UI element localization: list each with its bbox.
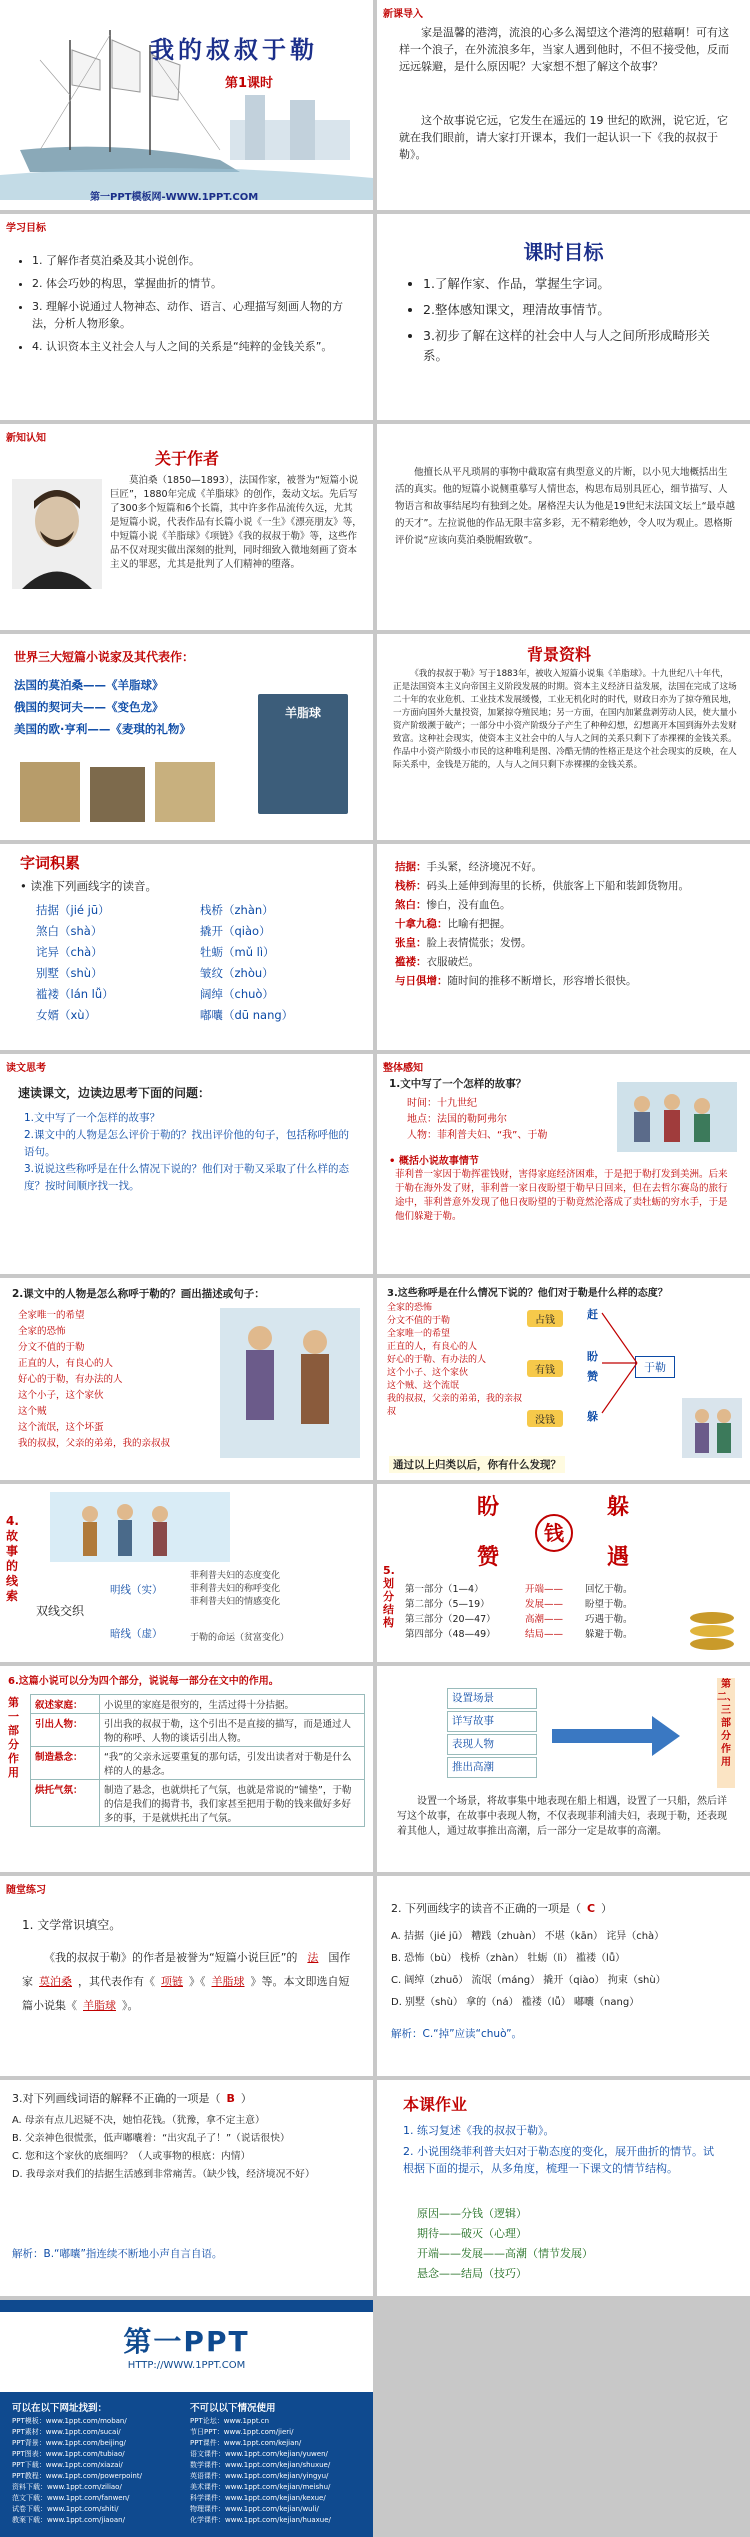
lesson-goal-item: • 2.整体感知课文，理清故事情节。 bbox=[423, 300, 733, 320]
part-one-side-label: 第一部分作用 bbox=[8, 1696, 19, 1779]
attitude-name: 全家唯一的希望 bbox=[387, 1329, 451, 1339]
footer-link[interactable]: PPT教程：www.1ppt.com/powerpoint/ bbox=[12, 2472, 142, 2480]
lesson-goal-item: • 1.了解作家、作品，掌握生字词。 bbox=[423, 274, 733, 294]
attitude-names bbox=[387, 1302, 527, 1419]
structure-part: 第二部分（5—19） 发展—— 盼望于勒。 bbox=[405, 1599, 633, 1610]
meaning-item: 张皇：脸上表情慌张；发愣。 bbox=[395, 937, 532, 949]
structure-word: 遇 bbox=[607, 1545, 630, 1570]
names-question: 2.课文中的人物是怎么称呼于勒的？画出描述或句子： bbox=[12, 1288, 265, 1300]
meaning-item: 十拿九稳：比喻有把握。 bbox=[395, 918, 511, 930]
footer-link[interactable]: PPT背景：www.1ppt.com/beijing/ bbox=[12, 2439, 126, 2447]
footer-link[interactable]: 语文课件：www.1ppt.com/kejian/yuwen/ bbox=[190, 2450, 328, 2458]
homework-heading: 本课作业 bbox=[403, 2095, 468, 2114]
clues-side-label: 4.故事的线索 bbox=[6, 1514, 19, 1603]
goals-list bbox=[16, 252, 362, 361]
footer-link[interactable]: 试卷下载：www.1ppt.com/shiti/ bbox=[12, 2505, 119, 2513]
meaning-item: 栈桥：码头上延伸到海里的长桥，供旅客上下船和装卸货物用。 bbox=[395, 880, 689, 892]
table-row: 叙述家庭： 小说里的家庭是很穷的，生活过得十分拮据。 bbox=[31, 1695, 365, 1714]
slide-part-two-three-role[interactable] bbox=[377, 1666, 750, 1872]
homework-item: 2. 小说围绕菲利普夫妇对于勒态度的变化，展开曲折的情节。试根据下面的提示，从多角度，梳理一下课文的情节结构。 bbox=[403, 2145, 714, 2175]
footer-right-title: 不可以以下情况使用 bbox=[190, 2403, 276, 2414]
practice-explanation: 解析：C.“掉”应读“chuò”。 bbox=[391, 2028, 523, 2040]
name-item: 全家唯一的希望 bbox=[18, 1310, 85, 1321]
names-list bbox=[18, 1308, 178, 1452]
footer-link[interactable]: PPT课件：www.1ppt.com/kejian/ bbox=[190, 2439, 302, 2447]
discovery-prompt: 通过以上归类以后，你有什么发现？ bbox=[389, 1456, 565, 1473]
homework-item: 1. 练习复述《我的叔叔于勒》。 bbox=[403, 2124, 555, 2137]
vocab-item: 撬开（qiào） bbox=[200, 924, 271, 938]
characters-illustration bbox=[220, 1308, 360, 1458]
dual-lines-label: 双线交织 bbox=[36, 1604, 85, 1618]
option-item: A. 拮据（jié jū） 糟践（zhuàn） 不堪（kān） 诧异（chà） bbox=[391, 1931, 665, 1942]
attitude-word: 赞 bbox=[587, 1370, 598, 1383]
master-item: 法国的莫泊桑——《羊脂球》 bbox=[14, 678, 164, 692]
slide-tag: 新知认知 bbox=[6, 433, 46, 444]
slide-tag: 新课导入 bbox=[383, 9, 423, 20]
condition-badge: 没钱 bbox=[527, 1410, 563, 1427]
slide-practice-1[interactable] bbox=[0, 1876, 373, 2076]
story-setting bbox=[407, 1096, 547, 1144]
family-walk-illustration bbox=[50, 1492, 230, 1562]
structure-word: 盼 bbox=[477, 1495, 500, 1520]
part-two-item: 表现人物 bbox=[447, 1734, 537, 1755]
bright-line-item: 菲利普夫妇的称呼变化 bbox=[190, 1584, 281, 1594]
footer-left-title: 可以在以下网址找到： bbox=[12, 2403, 108, 2414]
slide-footer-brand[interactable] bbox=[0, 2300, 373, 2537]
footer-link[interactable]: 物理课件：www.1ppt.com/kejian/wuli/ bbox=[190, 2505, 319, 2513]
answer-blank: 法 bbox=[307, 1951, 319, 1964]
practice-fill-text: 《我的叔叔于勒》的作者是被誉为“短篇小说巨匠”的 法 国作家 莫泊桑 ，其代表作有《 项链 》《 羊脂球 》等。本文即选自短篇小说集《 羊脂球 》。 bbox=[22, 1951, 351, 2012]
bright-line-label: 明线（实） bbox=[110, 1584, 163, 1596]
structure-part: 第一部分（1—4） 开端—— 回忆于勒。 bbox=[405, 1584, 633, 1595]
center-box: 于勒 bbox=[635, 1356, 675, 1378]
slide-reading-questions[interactable] bbox=[0, 1054, 373, 1274]
part-two-side-label: 第二、三部分作用 bbox=[717, 1678, 735, 1788]
goal-item: • 3. 理解小说通过人物神态、动作、语言、心理描写刻画人物的方法，分析人物形象。 bbox=[32, 298, 362, 332]
reading-question: 2.课文中的人物是怎么评价于勒的？找出评价他的句子，包括称呼他的语句。 bbox=[24, 1129, 350, 1158]
part-two-text: 设置一个场景，将故事集中地表现在船上相遇，设置了一只船，然后详写这个故事，在故事中表现人物，不仅表现菲利浦夫妇，表现于勒，还表现着其他人，通过故事推出高潮，后一部分一定是故事的高潮。 bbox=[397, 1796, 727, 1837]
people-illustration bbox=[682, 1398, 742, 1458]
part-one-table bbox=[30, 1694, 365, 1827]
practice-question: 1. 文学常识填空。 bbox=[22, 1918, 122, 1932]
attitude-name: 我的叔叔，父亲的弟弟，我的亲叔叔 bbox=[387, 1394, 523, 1417]
answer-blank: 羊脂球 bbox=[83, 1999, 116, 2012]
practice-options bbox=[391, 1926, 741, 2014]
footer-link[interactable]: 化学课件：www.1ppt.com/kejian/huaxue/ bbox=[190, 2516, 331, 2524]
table-row: 烘托气氛： 制造了悬念，也就烘托了气氛，也就是常说的“铺垫”，于勒的信是我们的揭背书，我们家甚至把用于勒的钱来做好多好多的事，于是就烘托出了气氛。 bbox=[31, 1780, 365, 1827]
lesson-goal-item: • 3.初步了解在这样的社会中人与人之间所形成畸形关系。 bbox=[423, 326, 733, 366]
author-heading: 关于作者 bbox=[155, 449, 220, 468]
author-style-text: 他擅长从平凡琐屑的事物中截取富有典型意义的片断，以小见大地概括出生活的真实。他的短篇小说侧重摹写人情世态，构思布局别具匠心，细节描写、人物语言和故事结尾均有独到之处。屠格涅夫认为他是19世纪末法国文坛上“最卓越的天才”。左拉说他的作品无限丰富多彩，无不精彩绝妙，令人叹为观止。恩格斯评价说“应该向莫泊桑脱帽致敬”。 bbox=[395, 467, 736, 546]
attitude-word: 躲 bbox=[587, 1410, 598, 1423]
bright-line-list bbox=[190, 1570, 280, 1609]
intro-paragraph-1: 家是温馨的港湾，流浪的心多么渴望这个港湾的慰藉啊！可有这样一个浪子，在外流浪多年，当家人遇到他时，不但不接受他，反而远远躲避，是什么原因呢？大家想不想了解这个故事？ bbox=[399, 26, 729, 73]
slide-structure[interactable] bbox=[377, 1484, 750, 1662]
slide-tag: 随堂练习 bbox=[6, 1885, 46, 1896]
slide-homework[interactable] bbox=[377, 2080, 750, 2296]
structure-part: 第三部分（20—47） 高潮—— 巧遇于勒。 bbox=[405, 1614, 633, 1625]
structure-part: 第四部分（48—49） 结局—— 躲避于勒。 bbox=[405, 1629, 633, 1640]
masters-heading: 世界三大短篇小说家及其代表作： bbox=[14, 650, 195, 664]
slide-names-for-jules[interactable] bbox=[0, 1278, 373, 1480]
footer-link[interactable]: PPT模板：www.1ppt.com/moban/ bbox=[12, 2417, 127, 2425]
footer-link[interactable]: PPT论坛：www.1ppt.cn bbox=[190, 2417, 270, 2425]
author-portrait bbox=[12, 479, 102, 589]
attitude-name: 好心的于勒、有办法的人 bbox=[387, 1355, 487, 1365]
option-item: C. 阔绰（zhuō） 流氓（máng） 撬开（qiào） 拘束（shù） bbox=[391, 1975, 666, 1986]
structure-side-label: 5.划分结构 bbox=[383, 1564, 395, 1629]
table-row: 引出人物： 引出我的叔叔于勒，这个引出不是直接的描写，而是通过人物的称呼、人物的谈话引出人物。 bbox=[31, 1714, 365, 1747]
meanings-list bbox=[395, 858, 740, 991]
structure-word: 赞 bbox=[477, 1545, 500, 1570]
attitude-word: 盼 bbox=[587, 1350, 598, 1363]
attitude-name: 正直的人，有良心的人 bbox=[387, 1342, 478, 1352]
condition-badge: 占钱 bbox=[527, 1310, 563, 1327]
slide-lesson-goals[interactable] bbox=[377, 214, 750, 420]
option-item: D. 我母亲对我们的拮据生活感到非常痛苦。（缺少钱，经济境况不好） bbox=[12, 2169, 315, 2180]
part-two-items bbox=[447, 1688, 537, 1778]
goal-item: • 2. 体会巧妙的构思，掌握曲折的情节。 bbox=[32, 275, 362, 292]
meaning-item: 煞白：惨白，没有血色。 bbox=[395, 899, 511, 911]
answer-blank: 项链 bbox=[161, 1975, 183, 1988]
story-time: 时间：十九世纪 bbox=[407, 1098, 477, 1109]
option-item: B. 父亲神色很慌张，低声嘟囔着：“出灾乱子了！”（说话很快） bbox=[12, 2133, 290, 2144]
slide-practice-3[interactable] bbox=[0, 2080, 373, 2296]
author-text: 莫泊桑（1850—1893），法国作家，被誉为“短篇小说巨匠”，1880年完成《羊脂球》的创作，轰动文坛。先后写了300多个短篇和6个长篇，其中许多作品流传久远，尤其是短篇小说，代表作品有长篇小说《一生》《漂亮朋友》等，中短篇小说《羊脂球》《项链》《我的叔叔于勒》等，这些作品不仅对现实做出深刻的批判，同时细致入微地刻画了资本主义的罪恶，尤其是批判了人们精神的堕落。 bbox=[110, 475, 362, 570]
lesson-goals-title: 课时目标 bbox=[523, 240, 604, 264]
meaning-item: 与日俱增：随时间的推移不断增长，形容增长很快。 bbox=[395, 975, 637, 987]
reading-question: 3.说说这些称呼是在什么情况下说的？他们对于勒又采取了什么样的态度？按时间顺序找一找。 bbox=[24, 1163, 350, 1192]
footer-link[interactable]: PPT图表：www.1ppt.com/tubiao/ bbox=[12, 2450, 125, 2458]
perception-question: 1.文中写了一个怎样的故事？ bbox=[389, 1078, 527, 1090]
answer-blank: 莫泊桑 bbox=[39, 1975, 72, 1988]
footer-logo-area bbox=[0, 2312, 373, 2392]
structure-center-word: 钱 bbox=[535, 1514, 573, 1552]
slide-attitude-analysis[interactable] bbox=[377, 1278, 750, 1480]
vocab-item: 煞白（shà） bbox=[36, 924, 103, 938]
slide-overall-perception[interactable] bbox=[377, 1054, 750, 1274]
meaning-item: 褴褛：衣服破烂。 bbox=[395, 956, 479, 968]
footer-logo: 第一PPT bbox=[123, 2325, 250, 2358]
book-cover-label: 羊脂球 bbox=[284, 706, 321, 720]
homework-sub-list bbox=[417, 2204, 593, 2284]
practice-question: 2. 下列画线字的读音不正确的一项是（ C ） bbox=[391, 1902, 613, 1915]
book-covers bbox=[20, 762, 220, 822]
master-item: 俄国的契诃夫——《变色龙》 bbox=[14, 700, 164, 714]
homework-list bbox=[403, 2122, 723, 2177]
vocab-item: 褴褛（lán lǚ） bbox=[36, 987, 114, 1001]
name-item: 好心的于勒，有办法的人 bbox=[18, 1374, 123, 1385]
option-item: A. 母亲有点儿迟疑不决，她怕花钱。（犹豫，拿不定主意） bbox=[12, 2115, 265, 2126]
structure-parts bbox=[405, 1582, 633, 1642]
vocab-item: 栈桥（zhàn） bbox=[200, 903, 274, 917]
slide-tag: 学习目标 bbox=[6, 223, 46, 234]
footer-left-links bbox=[12, 2416, 142, 2526]
name-item: 这个小子，这个家伙 bbox=[18, 1390, 104, 1401]
footer-url: HTTP://WWW.1PPT.COM bbox=[127, 2360, 246, 2371]
slide-subtitle: 第1课时 bbox=[225, 76, 274, 91]
footer-right-links bbox=[190, 2416, 331, 2526]
slide-part-one-role[interactable] bbox=[0, 1666, 373, 1872]
master-item: 美国的欧·亨利——《麦琪的礼物》 bbox=[14, 722, 191, 736]
vocab-item: 女婿（xù） bbox=[36, 1008, 97, 1022]
practice-explanation: 解析：B.“嘟囔”指连续不断地小声自言自语。 bbox=[12, 2248, 223, 2260]
dark-line-label: 暗线（虚） bbox=[110, 1628, 163, 1640]
slide-intro[interactable] bbox=[377, 0, 750, 210]
goal-item: • 1. 了解作者莫泊桑及其小说创作。 bbox=[32, 252, 362, 269]
practice-options bbox=[12, 2112, 362, 2184]
bright-line-item: 菲利普夫妇的态度变化 bbox=[190, 1571, 281, 1581]
goal-item: • 4. 认识资本主义社会人与人之间的关系是“纯粹的金钱关系”。 bbox=[32, 338, 362, 355]
option-item: D. 别墅（shù） 拿的（ná） 褴褛（lǚ） 嘟囔（nang） bbox=[391, 1997, 640, 2008]
slide-tag: 读文思考 bbox=[6, 1063, 46, 1074]
name-item: 这个贼 bbox=[18, 1406, 47, 1417]
attitude-name: 这个贼、这个流氓 bbox=[387, 1381, 460, 1391]
vocab-item: 嘟囔（dū nang） bbox=[200, 1008, 294, 1022]
table-row: 制造悬念： “我”的父亲永远要重复的那句话，引发出读者对于勒是什么样的人的悬念。 bbox=[31, 1747, 365, 1780]
masters-list bbox=[14, 674, 191, 740]
slide-tag: 整体感知 bbox=[383, 1063, 423, 1074]
vocab-item: 阔绰（chuò） bbox=[200, 987, 274, 1001]
vocab-item: 诧异（chà） bbox=[36, 945, 103, 959]
background-text: 《我的叔叔于勒》写于1883年，被收入短篇小说集《羊脂球》。十九世纪八十年代，正是法国资本主义向帝国主义阶段发展的时期。资本主义经济日益发展，法国在完成了这场二十年的农业危机、工业技术发展缓慢，工业无机化时的时代，财政日亦为了掠夺殖民地，一方面向国外大量投资，加紧掠夺殖民地；另一方面，在国内加紧盘剥劳动人民，使大量小资产阶级濒于破产；一部分中小资产阶级分子产生了种种幻想，幻想离开本国到海外去发财致富。这种社会现实，使资本主义社会中的人与人之间的关系只剩下了赤裸裸的金钱关系。作品中小资产阶级小市民的这种唯利是图、冷酷无情的性格正是这个社会现实的反映，在人际关系中，金钱是万能的，人与人之间只剩下赤裸裸的金钱关系。 bbox=[393, 669, 737, 770]
name-item: 我的叔叔，父亲的弟弟，我的亲叔叔 bbox=[18, 1438, 171, 1449]
meaning-item: 拮据：手头紧，经济境况不好。 bbox=[395, 861, 542, 873]
intro-paragraph-2: 这个故事说它远，它发生在遥远的 19 世纪的欧洲，说它近，它就在我们眼前，请大家打开课本，我们一起认识一下《我的叔叔于勒》。 bbox=[399, 114, 728, 161]
part-role-question: 6.这篇小说可以分为四个部分，说说每一部分在文中的作用。 bbox=[8, 1676, 279, 1687]
summary-title: • 概括小说故事情节 bbox=[389, 1156, 479, 1167]
vocab-heading: 字词积累 bbox=[20, 854, 81, 872]
vocab-item: 皱纹（zhòu） bbox=[200, 966, 274, 980]
attitude-arrows bbox=[597, 1308, 657, 1428]
book-cover-image bbox=[258, 694, 348, 814]
summary-text: 菲利普一家因于勒挥霍钱财，害得家庭经济困难，于是把于勒打发到美洲。后来于勒在海外发了财，菲利普一家日夜盼望于勒早日回来，但在去哲尔赛岛的旅行途中，菲利普意外发现了他日夜盼望的于勒竟然沦落成了卖牡蛎的穷水手，于是他们躲避于勒。 bbox=[395, 1169, 728, 1222]
attitude-name: 分文不值的于勒 bbox=[387, 1316, 451, 1326]
reading-question: 1.文中写了一个怎样的故事？ bbox=[24, 1112, 161, 1124]
slide-learning-goals[interactable] bbox=[0, 214, 373, 420]
part-two-item: 设置场景 bbox=[447, 1688, 537, 1709]
footer-link[interactable]: 节日PPT：www.1ppt.com/jieri/ bbox=[190, 2428, 294, 2436]
slide-practice-2[interactable] bbox=[377, 1876, 750, 2076]
footer-link[interactable]: 教案下载：www.1ppt.com/jiaoan/ bbox=[12, 2516, 125, 2524]
condition-badge: 有钱 bbox=[527, 1360, 563, 1377]
story-people: 人物：菲利普夫妇、“我”、于勒 bbox=[407, 1130, 548, 1141]
slide-about-author[interactable] bbox=[0, 424, 373, 630]
story-place: 地点：法国的勒阿弗尔 bbox=[407, 1114, 507, 1125]
footer-link[interactable]: PPT素材：www.1ppt.com/sucai/ bbox=[12, 2428, 121, 2436]
background-heading: 背景资料 bbox=[527, 645, 592, 664]
footer-link[interactable]: 英语课件：www.1ppt.com/kejian/yingyu/ bbox=[190, 2472, 329, 2480]
slide-footer-text: 第一PPT模板网-WWW.1PPT.COM bbox=[90, 192, 259, 203]
slide-background[interactable] bbox=[377, 634, 750, 840]
vocab-item: 别墅（shù） bbox=[36, 966, 103, 980]
slide-word-meanings[interactable] bbox=[377, 844, 750, 1050]
homework-sub-item: 开端——发展——高潮（情节发展） bbox=[417, 2247, 593, 2260]
slide-title[interactable] bbox=[0, 0, 373, 210]
reading-intro: 速读课文，边读边思考下面的问题： bbox=[18, 1086, 211, 1100]
footer-link[interactable]: 科学课件：www.1ppt.com/kejian/kexue/ bbox=[190, 2494, 326, 2502]
slide-three-masters[interactable] bbox=[0, 634, 373, 840]
structure-word: 躲 bbox=[607, 1495, 630, 1520]
homework-sub-item: 悬念——结局（技巧） bbox=[417, 2267, 527, 2280]
option-item: B. 恐怖（bù） 栈桥（zhàn） 牡蛎（lì） 褴褛（lǚ） bbox=[391, 1953, 626, 1964]
footer-link[interactable]: 资料下载：www.1ppt.com/ziliao/ bbox=[12, 2483, 122, 2491]
option-item: C. 您和这个家伙的底细吗？（人或事物的根底：内情） bbox=[12, 2151, 251, 2162]
name-item: 全家的恐怖 bbox=[18, 1326, 66, 1337]
footer-link[interactable]: 范文下载：www.1ppt.com/fanwen/ bbox=[12, 2494, 130, 2502]
part-two-item: 详写故事 bbox=[447, 1711, 537, 1732]
vocab-intro: • 读准下列画线字的读音。 bbox=[20, 879, 157, 893]
vocab-left-column bbox=[36, 900, 114, 1026]
vocab-item: 拮据（jié jū） bbox=[36, 903, 110, 917]
footer-link[interactable]: 数学课件：www.1ppt.com/kejian/shuxue/ bbox=[190, 2461, 331, 2469]
footer-link[interactable]: PPT下载：www.1ppt.com/xiazai/ bbox=[12, 2461, 123, 2469]
slide-vocab[interactable] bbox=[0, 844, 373, 1050]
slide-story-clues[interactable] bbox=[0, 1484, 373, 1662]
answer-blank: 羊脂球 bbox=[211, 1975, 245, 1988]
slide-title-text: 我的叔叔于勒 bbox=[150, 36, 318, 64]
family-illustration bbox=[617, 1082, 737, 1152]
footer-link[interactable]: 美术课件：www.1ppt.com/kejian/meishu/ bbox=[190, 2483, 331, 2491]
vocab-right-column bbox=[200, 900, 293, 1026]
attitude-name: 这个小子、这个家伙 bbox=[387, 1368, 469, 1378]
name-item: 分文不值的于勒 bbox=[18, 1342, 85, 1353]
bright-line-item: 菲利普夫妇的情感变化 bbox=[190, 1597, 281, 1607]
lesson-goals-list bbox=[407, 274, 733, 372]
dark-line-item: 于勒的命运（贫富变化） bbox=[190, 1633, 290, 1643]
practice-question: 3.对下列画线词语的解释不正确的一项是（ B ） bbox=[12, 2092, 252, 2105]
attitude-question: 3.这些称呼是在什么情况下说的？他们对于勒是什么样的态度？ bbox=[387, 1288, 668, 1299]
name-item: 正直的人，有良心的人 bbox=[18, 1358, 114, 1369]
attitude-name: 全家的恐怖 bbox=[387, 1303, 433, 1313]
vocab-item: 牡蛎（mǔ lì） bbox=[200, 945, 275, 959]
homework-sub-item: 原因——分钱（逻辑） bbox=[417, 2207, 527, 2220]
name-item: 这个流氓，这个坏蛋 bbox=[18, 1422, 104, 1433]
attitude-word: 赶 bbox=[587, 1308, 598, 1321]
slide-author-style[interactable] bbox=[377, 424, 750, 630]
homework-sub-item: 期待——破灭（心理） bbox=[417, 2227, 527, 2240]
arrow-icon bbox=[552, 1711, 682, 1761]
coins-icon bbox=[682, 1569, 742, 1659]
reading-question-list bbox=[24, 1110, 354, 1195]
part-two-item: 推出高潮 bbox=[447, 1757, 537, 1778]
